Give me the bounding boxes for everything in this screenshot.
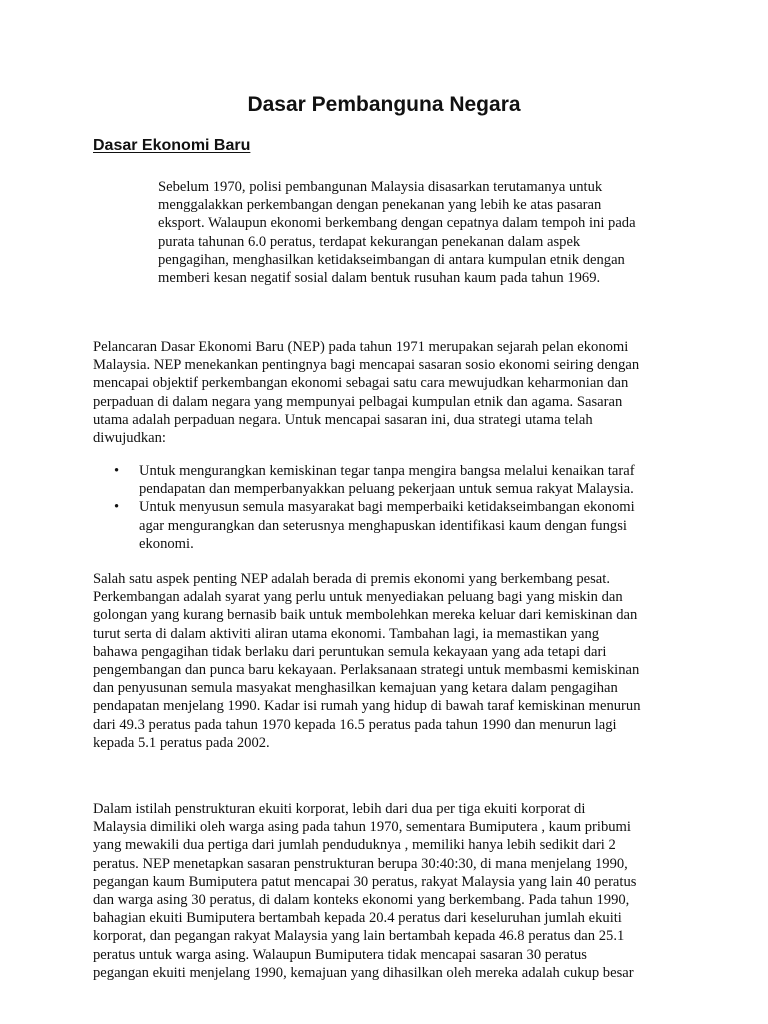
paragraph-line: bahagian ekuiti Bumiputera bertambah kepada 20.4 peratus dari keseluruhan jumlah ekuiti <box>93 910 622 927</box>
intro-quote-line: memberi kesan negatif sosial dalam bentuk rusuhan kaum pada tahun 1969. <box>158 270 601 287</box>
paragraph-line: dan penyusunan semula masyakat menghasilkan kemajuan yang ketara dalam pengagihan <box>93 680 618 697</box>
section-heading: Dasar Ekonomi Baru <box>93 137 251 154</box>
paragraph-line: bahawa pengagihan tidak berlaku dari peruntukan semula kekayaan yang ada tetapi dari <box>93 643 607 660</box>
list-item-line: Untuk mengurangkan kemiskinan tegar tanpa mengira bangsa melalui kenaikan taraf <box>139 463 635 479</box>
paragraph-line: peratus. NEP menetapkan sasaran penstrukturan berupa 30:40:30, di mana menjelang 1990, <box>93 855 628 872</box>
paragraph-line: Pelancaran Dasar Ekonomi Baru (NEP) pada tahun 1971 merupakan sejarah pelan ekonomi <box>93 339 629 355</box>
intro-quote-line: eksport. Walaupun ekonomi berkembang dengan cepatnya dalam tempoh ini pada <box>158 215 636 232</box>
document-title: Dasar Pembanguna Negara <box>247 93 521 116</box>
paragraph-line: pegangan kaum Bumiputera patut mencapai 30 peratus, rakyat Malaysia yang lain 40 peratus <box>93 873 637 890</box>
paragraph-corporate-equity <box>93 800 693 982</box>
paragraph-line: turut serta di dalam aktiviti aliran utama ekonomi. Tambahan lagi, ia memastikan yang <box>93 625 600 642</box>
bullet-icon: • <box>114 463 120 479</box>
list-item-line: ekonomi. <box>139 535 194 552</box>
paragraph-nep-launch <box>93 338 693 447</box>
paragraph-line: yang mewakili dua pertiga dari jumlah penduduknya , memiliki hanya lebih sedikit dari 2 <box>93 837 616 854</box>
list-item-line: Untuk menyusun semula masyarakat bagi memperbaiki ketidakseimbangan ekonomi <box>139 499 635 516</box>
paragraph-line: golongan yang kurang bernasib baik untuk membolehkan mereka keluar dari kemiskinan dan <box>93 607 638 624</box>
paragraph-line: utama adalah perpaduan negara. Untuk mencapai sasaran ini, dua strategi utama telah <box>93 411 593 428</box>
intro-quote-line: pengagihan, menghasilkan ketidakseimbangan di antara kumpulan etnik dengan <box>158 251 625 268</box>
strategy-list <box>93 462 693 553</box>
paragraph-line: korporat, dan pegangan rakyat Malaysia yang lain bertambah kepada 46.8 peratus dan 25.1 <box>93 928 625 945</box>
list-item <box>93 462 693 498</box>
intro-quote <box>158 178 694 287</box>
paragraph-line: kepada 5.1 peratus pada 2002. <box>93 734 270 751</box>
paragraph-line: Perkembangan adalah syarat yang perlu untuk menyediakan peluang bagi yang miskin dan <box>93 589 623 606</box>
paragraph-economic-growth <box>93 570 693 752</box>
list-item <box>93 498 693 553</box>
intro-quote-line: Sebelum 1970, polisi pembangunan Malaysia disasarkan terutamanya untuk <box>158 179 603 195</box>
paragraph-line: peratus untuk warga asing. Walaupun Bumiputera tidak mencapai sasaran 30 peratus <box>93 946 587 963</box>
intro-quote-line: menggalakkan perkembangan dengan penekanan yang lebih ke atas pasaran <box>158 197 602 214</box>
paragraph-line: pendapatan menjelang 1990. Kadar isi rumah yang hidup di bawah taraf kemiskinan menurun <box>93 698 641 715</box>
paragraph-line: Salah satu aspek penting NEP adalah berada di premis ekonomi yang berkembang pesat. <box>93 571 610 587</box>
paragraph-line: Malaysia dimiliki oleh warga asing pada tahun 1970, sementara Bumiputera , kaum pribumi <box>93 819 631 836</box>
paragraph-line: dan warga asing 30 peratus, di dalam konteks ekonomi yang berkembang. Pada tahun 1990, <box>93 892 630 909</box>
intro-quote-line: purata tahunan 6.0 peratus, terdapat kekurangan penekanan dalam aspek <box>158 233 581 250</box>
list-item-line: pendapatan dan memperbanyakkan peluang pekerjaan untuk semua rakyat Malaysia. <box>139 481 634 498</box>
paragraph-line: dari 49.3 peratus pada tahun 1970 kepada 16.5 peratus pada tahun 1990 dan menurun lagi <box>93 716 617 733</box>
paragraph-line: diwujudkan: <box>93 430 166 447</box>
paragraph-line: Dalam istilah penstrukturan ekuiti korporat, lebih dari dua per tiga ekuiti korporat di <box>93 801 586 817</box>
paragraph-line: pengembangan dan punca baru kekayaan. Perlaksanaan strategi untuk membasmi kemiskinan <box>93 662 640 679</box>
bullet-icon: • <box>114 499 120 516</box>
paragraph-line: pegangan ekuiti menjelang 1990, kemajuan yang dihasilkan oleh mereka adalah cukup besar <box>93 964 634 981</box>
paragraph-line: mencapai objektif perkembangan ekonomi sebagai satu cara mewujudkan keharmonian dan <box>93 375 629 392</box>
paragraph-line: perpaduan di dalam negara yang mempunyai pelbagai kumpulan etnik dan agama. Sasaran <box>93 393 623 410</box>
list-item-line: agar mengurangkan dan seterusnya menghapuskan identifikasi kaum dengan fungsi <box>139 517 627 534</box>
paragraph-line: Malaysia. NEP menekankan pentingnya bagi mencapai sasaran sosio ekonomi seiring dengan <box>93 357 640 374</box>
